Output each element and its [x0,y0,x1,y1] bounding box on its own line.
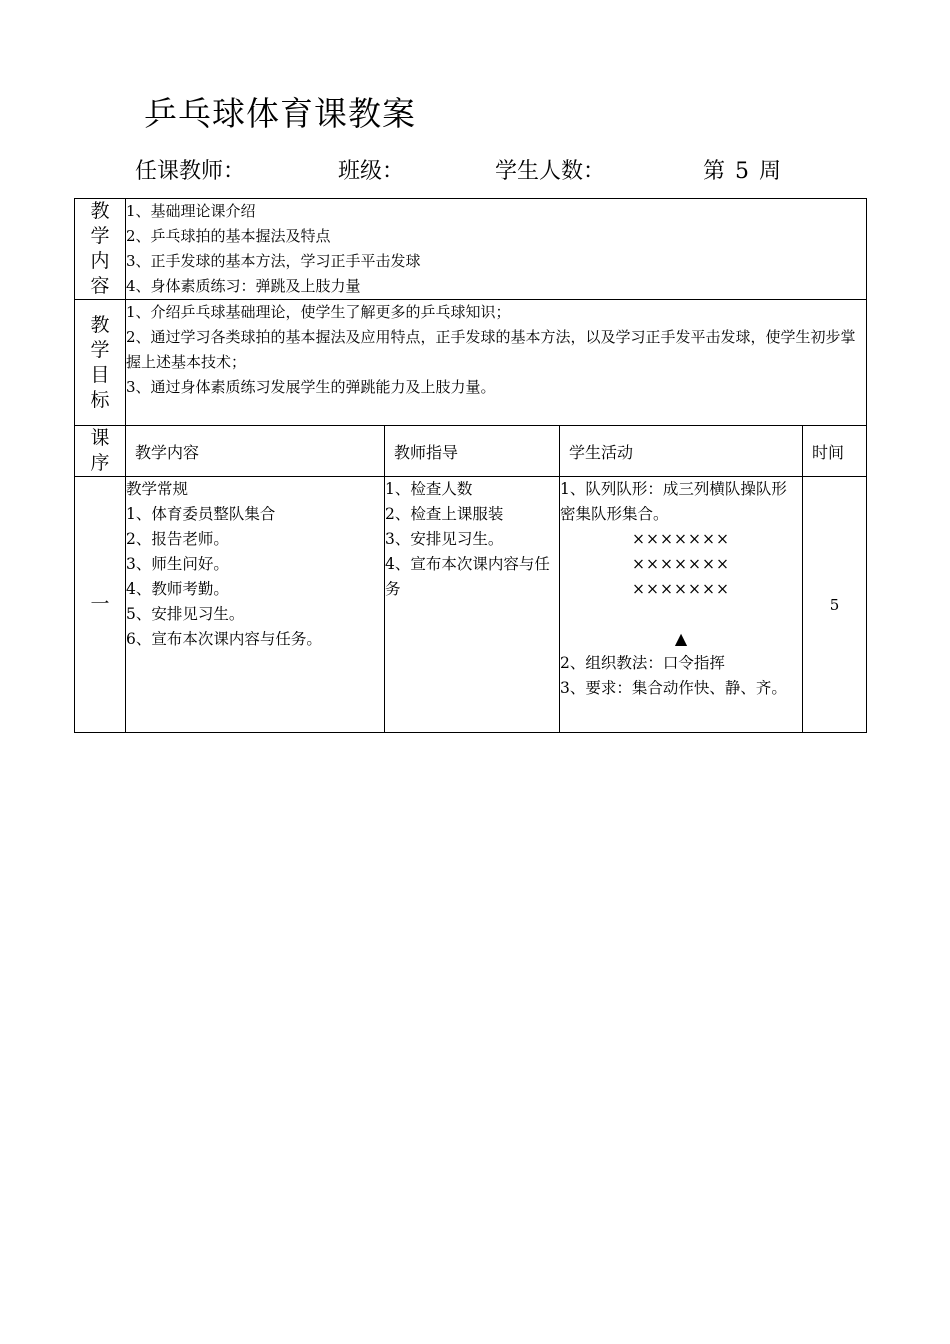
time-header: 时间 [803,426,867,477]
list-item: 5、安排见习生。 [126,605,245,623]
list-item: 4、身体素质练习：弹跳及上肢力量 [126,277,361,295]
table-header-row [75,426,867,477]
teaching-goals-row [75,300,867,426]
lesson-content [126,477,385,733]
teacher-guidance [385,477,560,733]
list-item: 3、通过身体素质练习发展学生的弹跳能力及上肢力量。 [126,378,496,396]
requirement-text: 3、要求：集合动作快、静、齐。 [560,679,787,697]
week-suffix: 周 [758,159,781,184]
method-text: 2、组织教法：口令指挥 [560,654,725,672]
teaching-goals-label: 教 学 目 标 [75,300,126,426]
list-item: 教学常规 [126,480,189,498]
content-header: 教学内容 [126,426,385,477]
lesson-row [75,477,867,733]
list-item: 2、报告老师。 [126,530,229,548]
list-item: 1、检查人数 [385,480,473,498]
lesson-order: 一 [75,477,126,733]
guidance-header: 教师指导 [385,426,560,477]
list-item: 6、宣布本次课内容与任务。 [126,630,322,648]
list-item: 1、基础理论课介绍 [126,202,256,220]
formation-row: ××××××× [632,555,730,573]
list-item: 4、宣布本次课内容与任务 [385,555,550,598]
list-item: 4、教师考勤。 [126,580,229,598]
teacher-position-icon: ▲ [674,629,688,648]
list-item: 3、正手发球的基本方法，学习正手平击发球 [126,252,421,270]
order-header: 课 序 [75,426,126,477]
teaching-content-label: 教 学 内 容 [75,199,126,300]
list-item: 3、师生问好。 [126,555,229,573]
week-number: 5 [735,159,749,184]
list-item: 3、安排见习生。 [385,530,504,548]
student-activity [560,477,803,733]
class-label: 班级： [338,159,405,184]
week-prefix: 第 [702,159,725,184]
lesson-time: 5 [803,477,867,733]
formation-row: ××××××× [632,530,730,548]
teaching-goals-list [126,300,867,426]
student-count-label: 学生人数： [495,159,606,184]
activity-header: 学生活动 [560,426,803,477]
list-item: 1、体育委员整队集合 [126,505,276,523]
formation-row: ××××××× [632,580,730,598]
teaching-content-row [75,199,867,300]
list-item: 2、通过学习各类球拍的基本握法及应用特点，正手发球的基本方法，以及学习正手发平击发球，使学生初步掌握上述基本技术； [126,328,856,371]
lesson-meta [0,154,950,188]
formation-text: 1、队列队形：成三列横队操队形密集队形集合。 [560,480,787,523]
list-item: 1、介绍乒乓球基础理论，使学生了解更多的乒乓球知识； [126,303,511,321]
teaching-content-list [126,199,867,300]
teacher-label: 任课教师： [135,159,246,184]
week-indicator [700,154,784,185]
page-title: 乒乓球体育课教案 [144,94,416,133]
lesson-plan-table [74,198,867,733]
list-item: 2、乒乓球拍的基本握法及特点 [126,227,331,245]
list-item: 2、检查上课服装 [385,505,504,523]
